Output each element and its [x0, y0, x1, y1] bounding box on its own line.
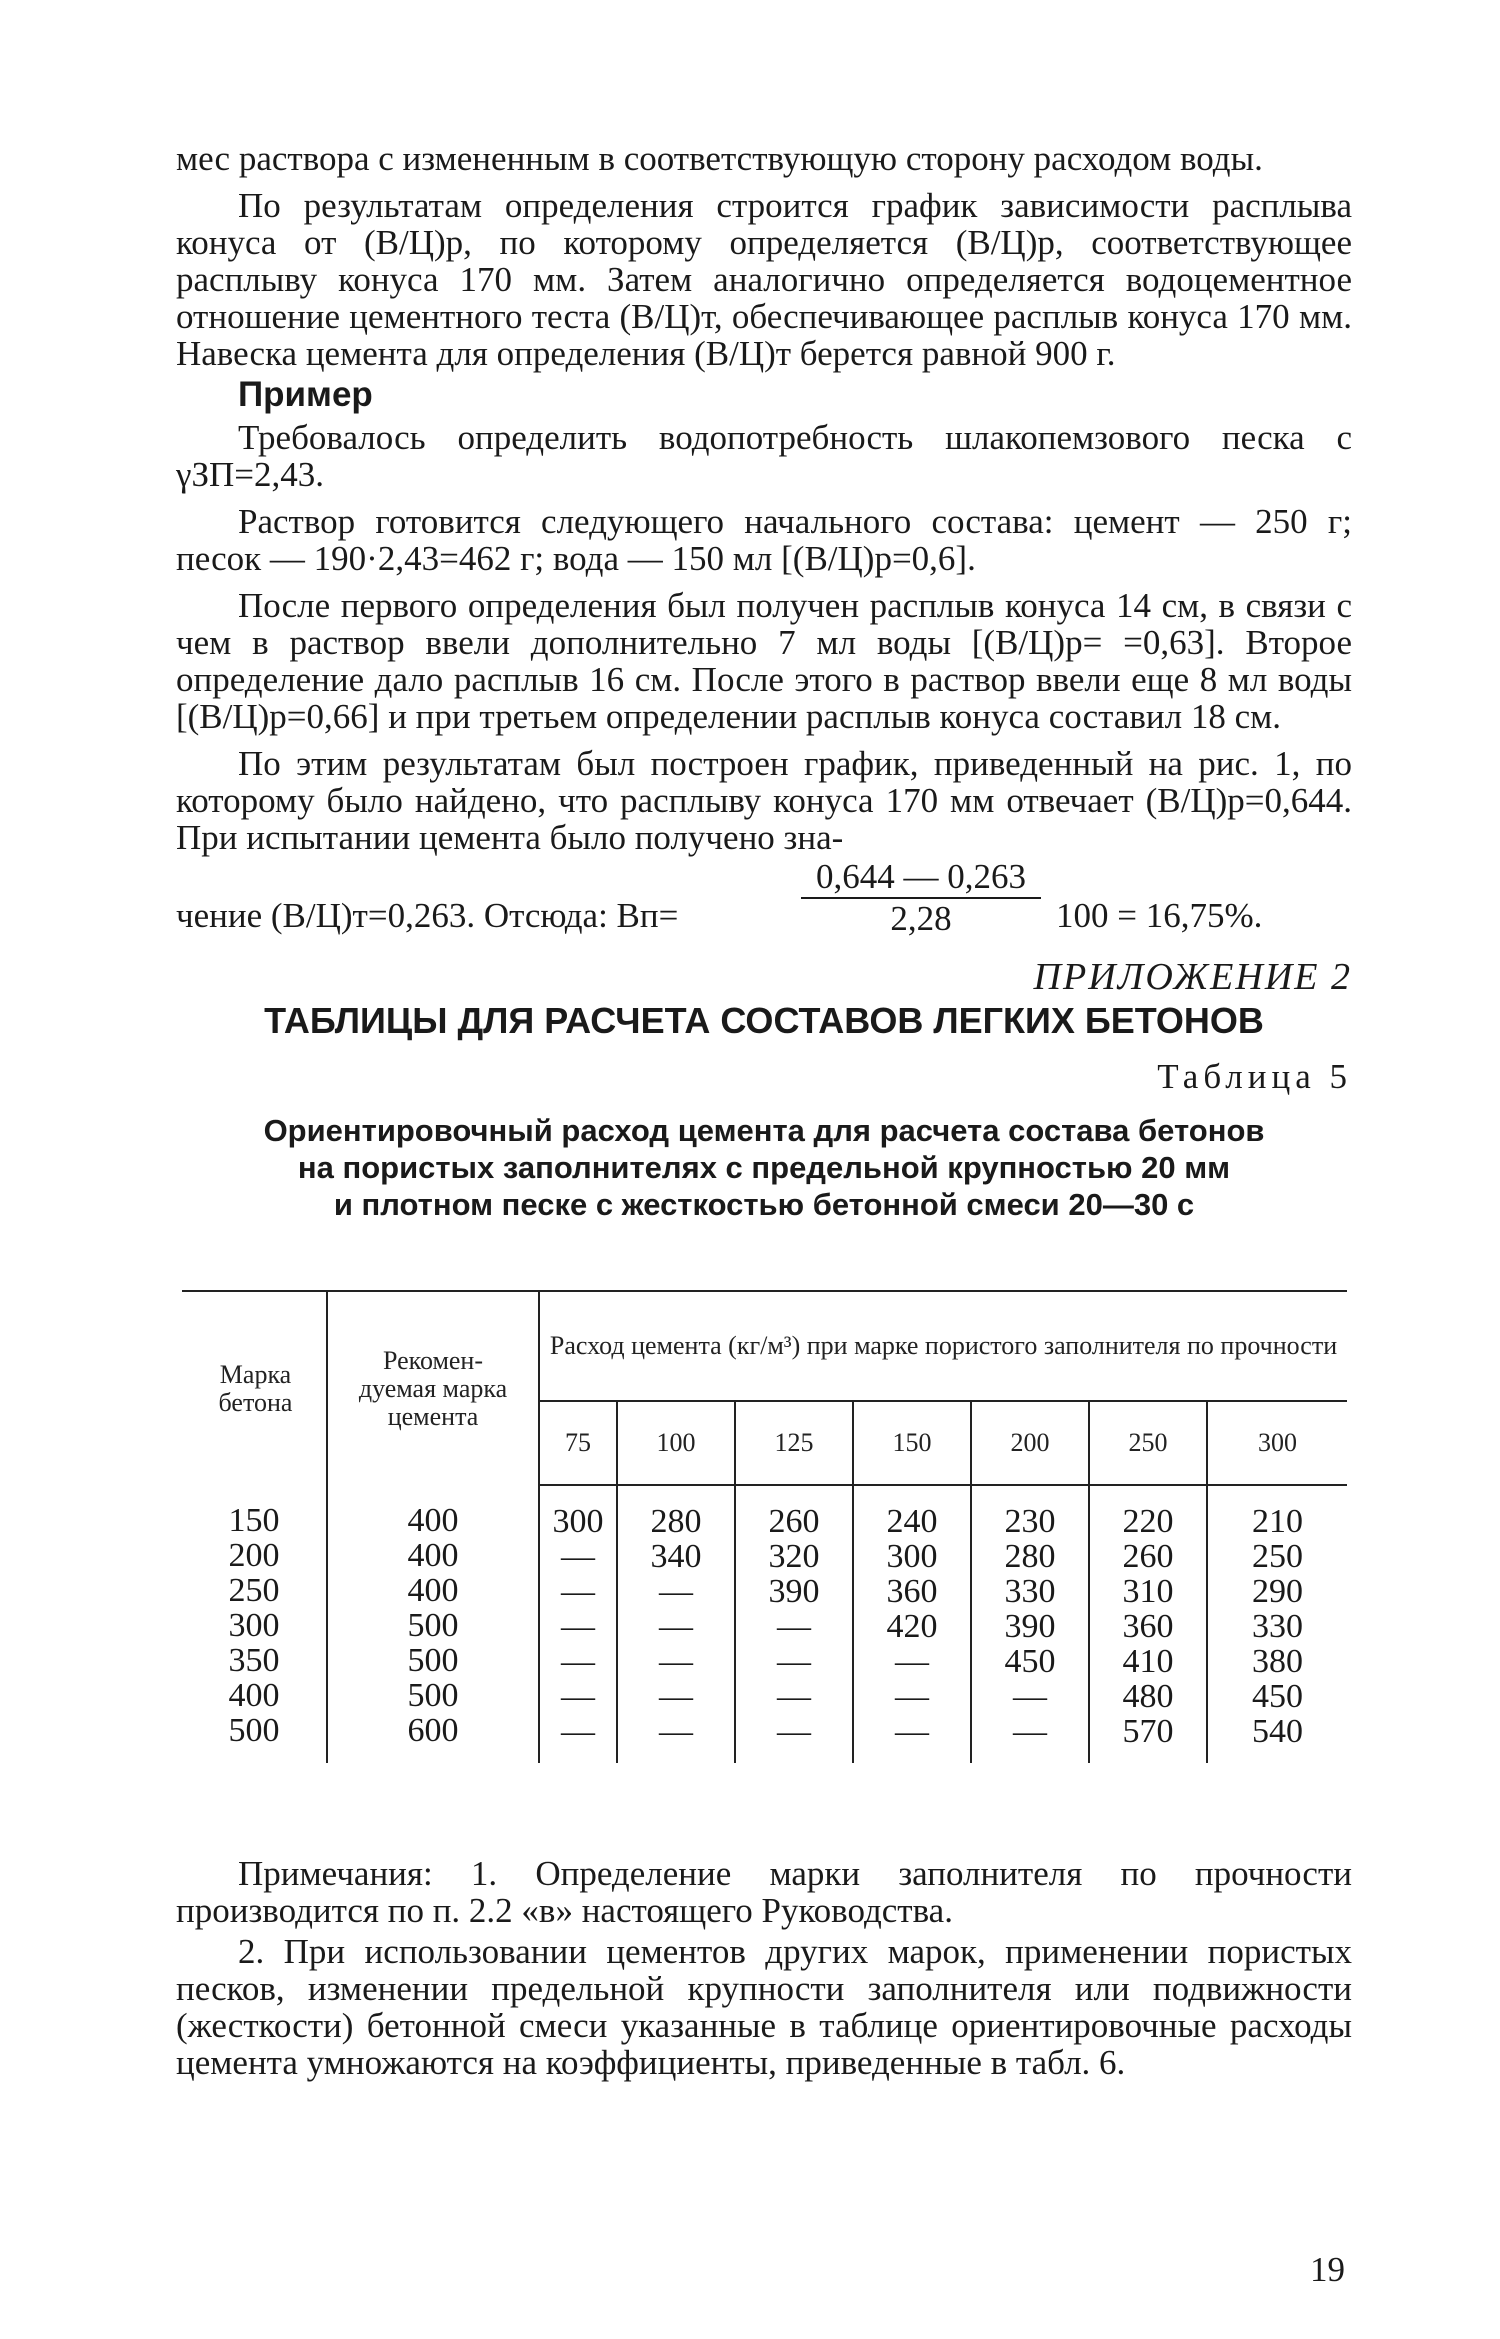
table-cell: 450 — [1252, 1678, 1303, 1715]
table-cell: — — [561, 1713, 595, 1750]
table-cell: 340 — [650, 1538, 702, 1575]
table-cell: 500 — [228, 1712, 280, 1749]
table-cell: — — [561, 1608, 595, 1645]
table-cell: — — [659, 1643, 693, 1680]
page-body — [176, 140, 1352, 1223]
table-cell: — — [561, 1573, 595, 1610]
table-caption — [176, 1112, 1352, 1223]
table-cell: 300 — [552, 1503, 604, 1540]
table-cell: — — [1013, 1713, 1047, 1750]
table-cell: 600 — [407, 1712, 459, 1749]
col-header-concrete-grade: Марка бетона — [182, 1291, 327, 1485]
table-cell: 220 — [1122, 1503, 1174, 1540]
note: 2. При использовании цементов других марок, применении пористых песков, изменении предельной крупности заполнителя или подвижности (жесткости) бетонной смеси указанные в таблице ориентировочные расходы цемента умножаются на коэффициенты, приведенные в табл. 6. — [176, 1932, 1352, 2082]
table-cell: — — [561, 1678, 595, 1715]
paragraph: По этим результатам был построен график, приведенный на рис. 1, по которому было найдено, что расплыву конуса 170 мм отвечает (В/Ц)р=0,644. При испытании цемента было получено зна- — [176, 744, 1352, 857]
table-column — [1089, 1485, 1207, 1763]
table-cell: 280 — [1004, 1538, 1056, 1575]
table-cell: 230 — [1004, 1503, 1056, 1540]
table-number: Таблица 5 — [1157, 1057, 1352, 1096]
table-cell: 380 — [1252, 1643, 1303, 1680]
col-header-aggregate-grade: 100 — [617, 1401, 735, 1485]
paragraph: Раствор готовится следующего начального состава: цемент — 250 г; песок — 190·2,43=462 г; вода — 150 мл [(В/Ц)р=0,6]. — [176, 502, 1352, 578]
paragraph: По результатам определения строится график зависимости расплыва конуса от (В/Ц)р, по которому определяется (В/Ц)р, соответствующее расплыву конуса 170 мм. Затем аналогично определяется водоцементное отношение цементного теста (В/Ц)т, обеспечивающее расплыв конуса 170 мм. Навеска цемента для определения (В/Ц)т берется равной 900 г. — [176, 186, 1352, 373]
table-cell: 310 — [1122, 1573, 1174, 1610]
table-cell: 400 — [407, 1502, 459, 1539]
table-cell: 210 — [1252, 1503, 1303, 1540]
table-cell: 290 — [1252, 1573, 1303, 1610]
table-cell: — — [777, 1678, 811, 1715]
formula-numerator: 0,644 — 0,263 — [816, 857, 1026, 896]
table-cell: 410 — [1122, 1643, 1174, 1680]
caption-line: Ориентировочный расход цемента для расчета состава бетонов — [263, 1113, 1265, 1148]
table-cell: — — [561, 1643, 595, 1680]
table-cell: 500 — [407, 1677, 459, 1714]
formula — [176, 858, 1352, 942]
table-column — [1207, 1485, 1347, 1763]
formula-fraction — [801, 858, 1041, 938]
table-cell: 150 — [228, 1502, 280, 1539]
table-column — [539, 1485, 617, 1763]
table-cell: — — [777, 1608, 811, 1645]
caption-line: на пористых заполнителях с предельной крупностью 20 мм — [297, 1150, 1231, 1185]
table-cell: 400 — [228, 1677, 280, 1714]
table-cell: — — [561, 1538, 595, 1575]
example-title: Пример — [238, 375, 373, 414]
cement-consumption-table — [182, 1290, 1347, 1763]
table-cell: 240 — [886, 1503, 938, 1540]
table-cell: — — [659, 1608, 693, 1645]
col-header-group: Расход цемента (кг/м³) при марке пористого заполнителя по прочности — [539, 1291, 1347, 1401]
table-column — [853, 1485, 971, 1763]
page-number: 19 — [1310, 2250, 1345, 2289]
paragraph: Требовалось определить водопотребность шлакопемзового песка с γЗП=2,43. — [176, 418, 1352, 494]
table-cell: 280 — [650, 1503, 702, 1540]
table-cell: 570 — [1122, 1713, 1174, 1750]
table-cell: — — [895, 1643, 929, 1680]
col-header-aggregate-grade: 250 — [1089, 1401, 1207, 1485]
table-cell: 360 — [886, 1573, 938, 1610]
col-header-aggregate-grade: 150 — [853, 1401, 971, 1485]
table-cell: — — [895, 1713, 929, 1750]
col-header-aggregate-grade: 75 — [539, 1401, 617, 1485]
table-cell: — — [659, 1678, 693, 1715]
table-cell: 500 — [407, 1642, 459, 1679]
table-cell: 360 — [1122, 1608, 1174, 1645]
caption-line: и плотном песке с жесткостью бетонной смеси 20—30 с — [333, 1187, 1195, 1222]
col-header-aggregate-grade: 300 — [1207, 1401, 1347, 1485]
table-cell: 450 — [1004, 1643, 1056, 1680]
col-header-aggregate-grade: 200 — [971, 1401, 1089, 1485]
col-header-aggregate-grade: 125 — [735, 1401, 853, 1485]
table-cell: — — [777, 1643, 811, 1680]
table-cell: 250 — [228, 1572, 280, 1609]
table-cell: 300 — [228, 1607, 280, 1644]
table-cell: 330 — [1004, 1573, 1056, 1610]
table-cell: 320 — [768, 1538, 820, 1575]
paragraph: мес раствора с измененным в соответствующую сторону расходом воды. — [176, 139, 1263, 178]
table-cell: 300 — [886, 1538, 938, 1575]
table-column — [327, 1485, 539, 1763]
table-cell: 400 — [407, 1537, 459, 1574]
table-cell: 390 — [1004, 1608, 1056, 1645]
col-header-cement-grade: Рекомен-дуемая марка цемента — [327, 1291, 539, 1485]
table-column — [971, 1485, 1089, 1763]
table-cell: — — [777, 1713, 811, 1750]
table-cell: 330 — [1252, 1608, 1303, 1645]
note: Примечания: 1. Определение марки заполнителя по прочности производится по п. 2.2 «в» настоящего Руководства. — [176, 1854, 1352, 1930]
table-cell: 420 — [886, 1608, 938, 1645]
table-cell: — — [659, 1713, 693, 1750]
table-cell: 350 — [228, 1642, 280, 1679]
table-cell: 540 — [1252, 1713, 1303, 1750]
table-cell: 390 — [768, 1573, 820, 1610]
table-cell: 400 — [407, 1572, 459, 1609]
formula-tail: 100 = 16,75%. — [1056, 896, 1263, 935]
table-row — [182, 1485, 1347, 1763]
paragraph: После первого определения был получен расплыв конуса 14 см, в связи с чем в раствор ввели дополнительно 7 мл воды [(В/Ц)р= =0,63]. Второе определение дало расплыв 16 см. После этого в раствор ввели еще 8 мл воды [(В/Ц)р=0,66] и при третьем определении расплыв конуса составил 18 см. — [176, 586, 1352, 736]
table-cell: 260 — [768, 1503, 820, 1540]
table-cell: 260 — [1122, 1538, 1174, 1575]
table-column — [182, 1485, 327, 1763]
table-cell: 480 — [1122, 1678, 1174, 1715]
table-cell: 200 — [228, 1537, 280, 1574]
table-column — [617, 1485, 735, 1763]
notes — [176, 1855, 1352, 2081]
table-cell: — — [659, 1573, 693, 1610]
table-cell: 500 — [407, 1607, 459, 1644]
table-cell: — — [895, 1678, 929, 1715]
table-cell: — — [1013, 1678, 1047, 1715]
formula-denominator: 2,28 — [890, 899, 952, 938]
table-column — [735, 1485, 853, 1763]
appendix-title: ТАБЛИЦЫ ДЛЯ РАСЧЕТА СОСТАВОВ ЛЕГКИХ БЕТОНОВ — [264, 1000, 1264, 1041]
formula-lead: чение (В/Ц)т=0,263. Отсюда: Вп= — [176, 896, 679, 935]
table-cell: 250 — [1252, 1538, 1303, 1575]
appendix-label: ПРИЛОЖЕНИЕ 2 — [1033, 956, 1352, 998]
